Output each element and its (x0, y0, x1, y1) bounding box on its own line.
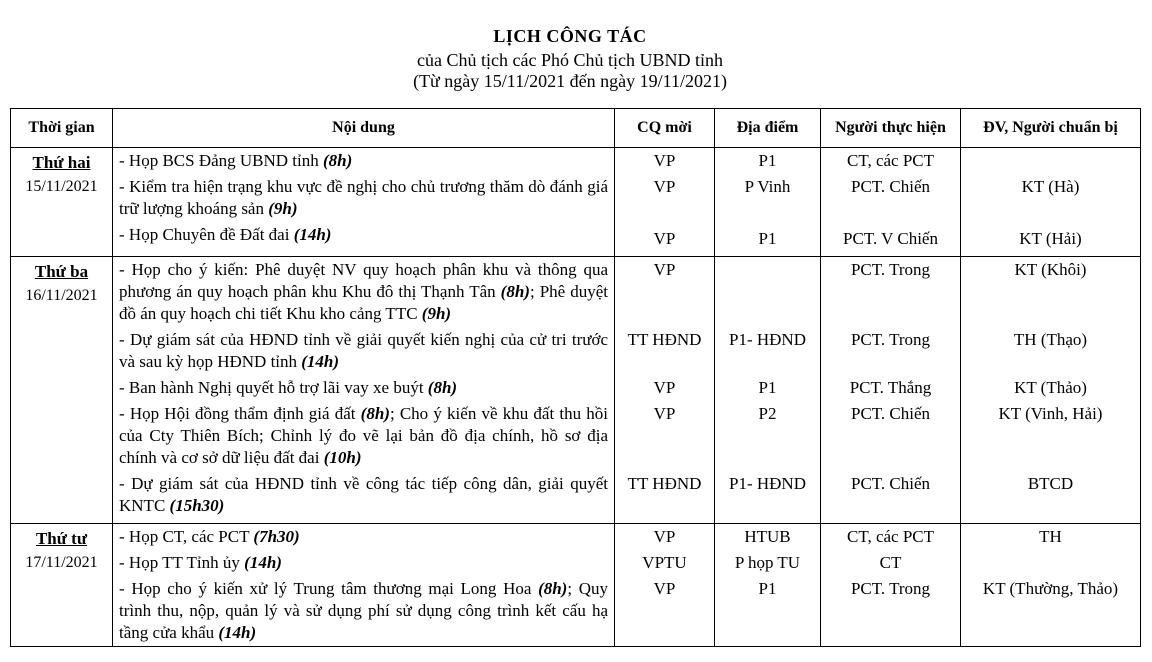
location-cell: HTUB P họp TU P1 (715, 524, 821, 647)
preparer-cell: KT (Khôi) TH (Thạo) KT (Thảo) KT (Vinh, Hải) BTCD (961, 257, 1141, 524)
list-item: - Họp cho ý kiến: Phê duyệt NV quy hoạch phân khu và thông qua phương án quy hoạch phân khu Khu đô thị Thạnh Tân (8h); Phê duyệt đồ án quy hoạch chi tiết Khu kho cảng TTC (9h) (119, 260, 609, 323)
list-item: - Họp CT, các PCT (7h30) (119, 527, 300, 546)
col-header-time: Thời gian (11, 109, 113, 148)
preparer-cell: KT (Hà) KT (Hải) (961, 148, 1141, 257)
col-header-location: Địa điểm (715, 109, 821, 148)
list-item: - Họp Chuyên đề Đất đai (14h) (119, 225, 332, 244)
day-date: 15/11/2021 (25, 178, 98, 195)
day-name: Thứ ba (34, 262, 89, 281)
day-name: Thứ hai (32, 153, 91, 172)
list-item: - Họp cho ý kiến xử lý Trung tâm thương mại Long Hoa (8h); Quy trình thu, nộp, quản lý và sử dụng phí sử dụng công trình kết cấu hạ tầng cửa khẩu (14h) (119, 579, 609, 642)
day-cell (11, 148, 113, 257)
header-row (11, 109, 1141, 148)
col-header-content: Nội dung (113, 109, 615, 148)
list-item: - Họp Hội đồng thẩm định giá đất (8h); Cho ý kiến về khu đất thu hồi của Cty Thiên Bích; Chỉnh lý đo vẽ lại bản đồ địa chính, hồ sơ địa chính và cơ sở dữ liệu đất đai (10h) (119, 404, 608, 467)
page-subtitle: của Chủ tịch các Phó Chủ tịch UBND tỉnh (417, 50, 723, 70)
inviter-cell: VP TT HĐND VP VP TT HĐND (615, 257, 715, 524)
page-title: LỊCH CÔNG TÁC (493, 26, 647, 46)
preparer-cell: TH KT (Thường, Thảo) (961, 524, 1141, 647)
date-range: (Từ ngày 15/11/2021 đến ngày 19/11/2021) (413, 71, 727, 91)
content-cell (113, 524, 615, 647)
list-item: - Họp TT Tỉnh ủy (14h) (119, 553, 282, 572)
list-item: - Họp BCS Đảng UBND tỉnh (8h) (119, 151, 353, 170)
inviter-cell: VP VPTU VP (615, 524, 715, 647)
content-cell (113, 257, 615, 524)
list-item: - Dự giám sát của HĐND tỉnh về công tác tiếp công dân, giải quyết KNTC (15h30) (119, 474, 608, 515)
day-group-monday (11, 148, 1141, 257)
col-header-inviter: CQ mời (615, 109, 715, 148)
day-date: 16/11/2021 (25, 287, 98, 304)
day-group-tuesday (11, 257, 1141, 524)
day-cell (11, 524, 113, 647)
performer-cell: CT, các PCT PCT. Chiến PCT. V Chiến (821, 148, 961, 257)
day-cell (11, 257, 113, 524)
inviter-cell: VP VP VP (615, 148, 715, 257)
day-group-wednesday (11, 524, 1141, 647)
content-cell (113, 148, 615, 257)
location-cell: P1 P Vinh P1 (715, 148, 821, 257)
performer-cell: PCT. Trong PCT. Trong PCT. Thắng PCT. Chiến PCT. Chiến (821, 257, 961, 524)
col-header-performer: Người thực hiện (821, 109, 961, 148)
schedule-table (10, 108, 1141, 647)
performer-cell: CT, các PCT CT PCT. Trong (821, 524, 961, 647)
day-name: Thứ tư (35, 529, 88, 548)
col-header-preparer: ĐV, Người chuẩn bị (961, 109, 1141, 148)
list-item: - Ban hành Nghị quyết hỗ trợ lãi vay xe buýt (8h) (119, 378, 458, 397)
day-date: 17/11/2021 (25, 554, 98, 571)
location-cell: P1- HĐND P1 P2 P1- HĐND (715, 257, 821, 524)
list-item: - Dự giám sát của HĐND tỉnh về giải quyết kiến nghị của cử tri trước và sau kỳ họp HĐND tỉnh (14h) (119, 330, 608, 371)
list-item: - Kiểm tra hiện trạng khu vực đề nghị cho chủ trương thăm dò đánh giá trữ lượng khoáng sản (9h) (119, 177, 608, 218)
